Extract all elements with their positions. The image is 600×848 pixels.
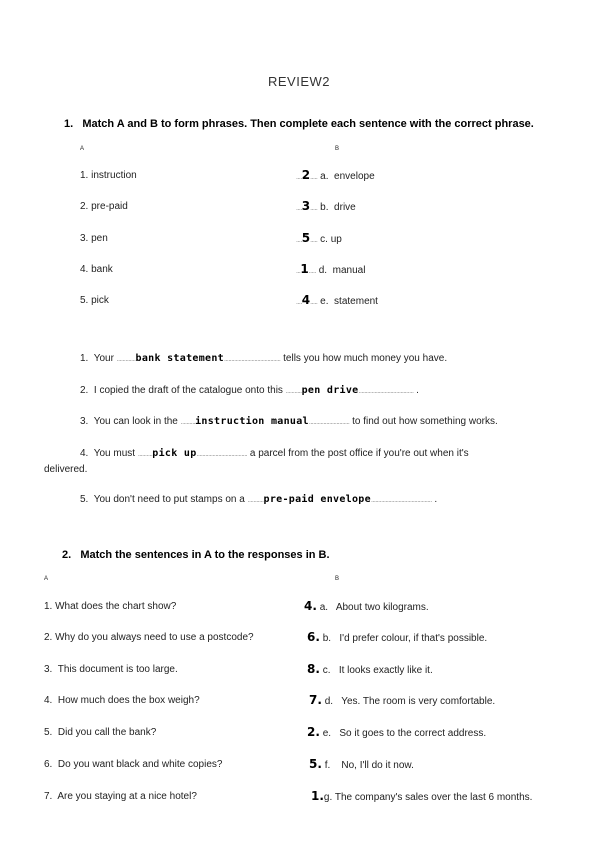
ex2-b-item: d. Yes. The room is very comfortable.: [324, 696, 496, 707]
ex1-sentence: 1. Your .............bank statement....................................... tells you how much money you have.: [80, 353, 448, 364]
ex1-sentence-answer: bank statement: [135, 353, 224, 364]
ex1-b-item: b. drive: [320, 202, 356, 213]
ex1-b-item: c. up: [320, 234, 342, 245]
ex2-b-item: b. I'd prefer colour, if that's possible.: [322, 633, 488, 644]
ex2-b-item: g. The company's sales over the last 6 months.: [323, 792, 533, 803]
ex2-b-answer: 1.: [311, 789, 324, 803]
ex2-b-row: [304, 599, 429, 613]
ex2-column-b-label: B: [335, 576, 340, 582]
ex2-column-a-label: A: [44, 576, 49, 582]
ex2-a-item: 1. What does the chart show?: [44, 601, 177, 612]
ex2-b-row: [307, 725, 486, 739]
ex1-a-item: 1. instruction: [80, 170, 137, 181]
ex2-b-answer: 5.: [309, 757, 322, 771]
ex2-a-item: 4. How much does the box weigh?: [44, 695, 200, 706]
ex2-b-row: [307, 630, 487, 644]
ex2-a-item: 6. Do you want black and white copies?: [44, 759, 223, 770]
ex2-b-row: [309, 757, 414, 771]
ex2-b-item: f. No, I'll do it now.: [324, 760, 414, 771]
ex2-b-item: a. About two kilograms.: [319, 602, 429, 613]
ex2-a-item: 2. Why do you always need to use a postcode?: [44, 632, 254, 643]
exercise-1-heading: 1. Match A and B to form phrases. Then complete each sentence with the correct phrase.: [64, 118, 534, 130]
ex1-a-item: 3. pen: [80, 233, 108, 244]
ex2-b-answer: 4.: [304, 599, 317, 613]
ex1-column-b-label: B: [335, 146, 340, 152]
ex1-sentence: 5. You don't need to put stamps on a ...........pre-paid envelope.......................................... .: [80, 494, 438, 505]
ex2-b-row: [307, 662, 433, 676]
ex1-a-item: 4. bank: [80, 264, 113, 275]
ex1-b-answer: 5: [301, 231, 311, 245]
ex2-a-item: 5. Did you call the bank?: [44, 727, 157, 738]
ex2-b-answer: 8.: [307, 662, 320, 676]
ex1-b-answer: 1: [300, 262, 309, 276]
ex1-a-item: 5. pick: [80, 295, 109, 306]
ex2-b-answer: 7.: [309, 693, 322, 707]
ex2-b-item: e. So it goes to the correct address.: [322, 728, 487, 739]
ex1-b-row: ....3..... b. drive: [296, 199, 356, 213]
ex2-a-item: 7. Are you staying at a nice hotel?: [44, 791, 197, 802]
ex1-sentence: 2. I copied the draft of the catalogue onto this ...........pen drive...................................... .: [80, 385, 419, 396]
ex1-b-answer: 3: [301, 199, 311, 213]
ex1-b-row: ...1..... d. manual: [296, 262, 366, 276]
ex2-b-answer: 2.: [307, 725, 320, 739]
ex1-a-item: 2. pre-paid: [80, 201, 128, 212]
ex1-b-row: ....4..... e. statement: [296, 293, 378, 307]
ex2-b-answer: 6.: [307, 630, 320, 644]
ex1-b-item: d. manual: [318, 265, 366, 276]
ex1-b-answer: 2: [301, 168, 311, 182]
ex2-b-item: c. It looks exactly like it.: [322, 665, 433, 676]
ex2-b-row: [311, 789, 532, 803]
ex1-sentence-answer: pen drive: [301, 385, 359, 396]
ex1-b-answer: 4: [301, 293, 311, 307]
exercise-2-heading: 2. Match the sentences in A to the responses in B.: [62, 549, 330, 561]
page-title: REVIEW2: [268, 74, 331, 89]
ex1-b-row: ....5..... c. up: [296, 231, 342, 245]
ex1-b-row: ....2..... a. envelope: [296, 168, 375, 182]
ex1-b-item: e. statement: [320, 296, 378, 307]
ex1-sentence-answer: pre-paid envelope: [263, 494, 371, 505]
ex1-sentence: 4. You must ..........pick up................................... a parcel from the post office if you're out when it's: [80, 448, 469, 459]
ex1-sentence-continuation: delivered.: [44, 464, 88, 475]
ex2-a-item: 3. This document is too large.: [44, 664, 178, 675]
ex1-sentence-answer: pick up: [152, 448, 197, 459]
ex1-column-a-label: A: [80, 146, 85, 152]
ex1-sentence: 3. You can look in the ..........instruction manual............................ to find out how something works.: [80, 416, 498, 427]
ex1-sentence-answer: instruction manual: [195, 416, 309, 427]
ex2-b-row: [309, 693, 495, 707]
ex1-b-item: a. envelope: [320, 171, 375, 182]
